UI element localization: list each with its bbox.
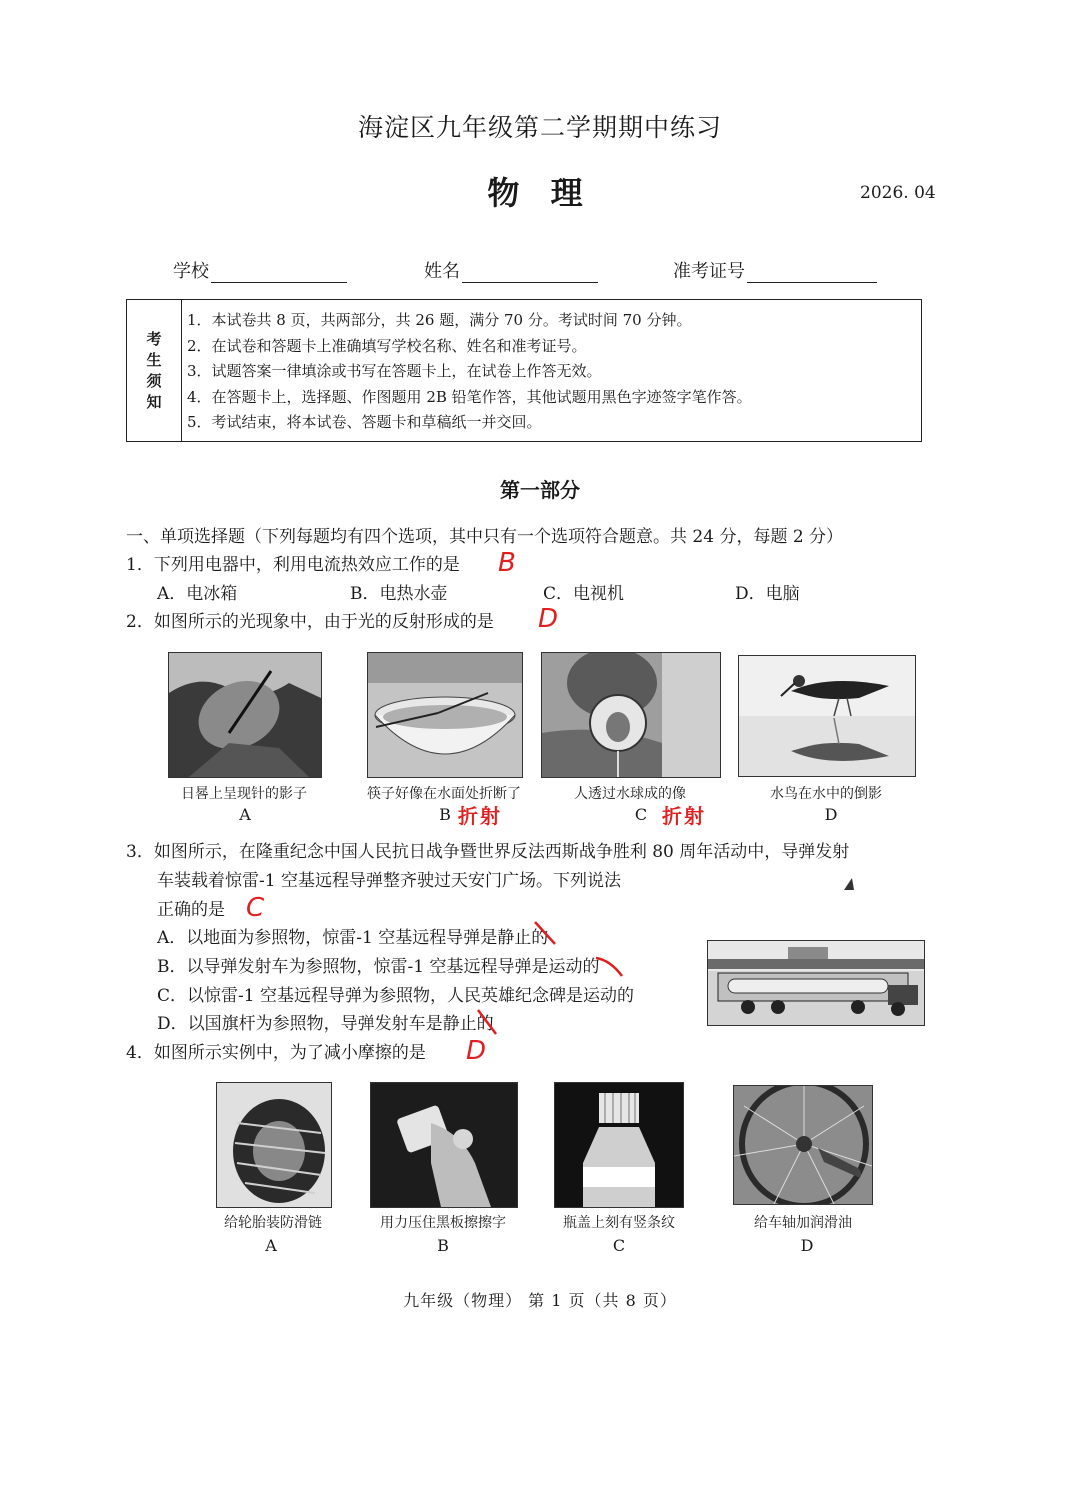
water-ball-photo xyxy=(541,652,721,778)
q3-option-a: A．以地面为参照物，惊雷-1 空基远程导弹是静止的 xyxy=(157,928,549,948)
q3-stem-line3: 正确的是 xyxy=(157,900,225,920)
q2-stem: 2．如图所示的光现象中，由于光的反射形成的是 xyxy=(126,612,494,632)
q3-option-d: D．以国旗杆为参照物，导弹发射车是静止的 xyxy=(157,1014,494,1034)
q3a-correction-mark xyxy=(525,918,565,948)
chopsticks-bowl-photo xyxy=(367,652,523,778)
q4-caption-b: 用力压住黑板擦擦字 xyxy=(380,1215,506,1231)
q2-caption-c: 人透过水球成的像 xyxy=(574,786,686,802)
q4-handwritten-answer: D xyxy=(466,1036,487,1066)
sundial-photo xyxy=(168,652,322,778)
q3-option-c: C．以惊雷-1 空基远程导弹为参照物，人民英雄纪念碑是运动的 xyxy=(157,986,634,1006)
q1-handwritten-answer: B xyxy=(498,548,516,578)
q2-note-b: 折射 xyxy=(458,804,502,828)
q2-label-c: C xyxy=(634,805,648,824)
notice-heading-char: 知 xyxy=(146,392,162,411)
notice-heading-char: 考 xyxy=(146,329,162,348)
q1-option-c: C．电视机 xyxy=(543,584,625,604)
exam-date: 2026. 04 xyxy=(860,183,936,203)
exam-id-label: 准考证号 xyxy=(673,261,745,282)
q2-label-a: A xyxy=(239,805,251,824)
school-label: 学校 xyxy=(173,261,209,282)
q2-label-d: D xyxy=(824,805,838,824)
school-field xyxy=(173,257,347,283)
section-title: 第一部分 xyxy=(500,478,580,502)
name-label: 姓名 xyxy=(424,261,460,282)
notice-item: 1．本试卷共 8 页，共两部分，共 26 题，满分 70 分。考试时间 70 分钟。 xyxy=(187,311,692,329)
tire-chain-photo xyxy=(216,1082,332,1208)
q4-label-a: A xyxy=(265,1236,277,1255)
scan-mark-icon xyxy=(842,876,856,892)
q2-caption-a: 日晷上呈现针的影子 xyxy=(181,786,307,802)
notice-heading xyxy=(127,300,182,441)
missile-vehicle-photo xyxy=(707,940,925,1026)
notice-item: 5．考试结束，将本试卷、答题卡和草稿纸一并交回。 xyxy=(187,413,542,431)
q3d-correction-mark xyxy=(470,1006,510,1036)
notice-item: 3．试题答案一律填涂或书写在答题卡上，在试卷上作答无效。 xyxy=(187,362,602,380)
q3b-correction-mark xyxy=(590,950,630,980)
q3-stem-line1: 3．如图所示，在隆重纪念中国人民抗日战争暨世界反法西斯战争胜利 80 周年活动中，导弹发射 xyxy=(126,842,850,862)
waterbird-reflection-photo xyxy=(738,655,916,777)
exam-id-field xyxy=(673,257,877,283)
name-blank[interactable] xyxy=(462,262,598,283)
q3-stem-line2: 车装载着惊雷-1 空基远程导弹整齐驶过天安门广场。下列说法 xyxy=(157,871,621,891)
q1-option-a: A．电冰箱 xyxy=(157,584,238,604)
notice-heading-char: 生 xyxy=(146,350,162,369)
part-heading: 一、单项选择题（下列每题均有四个选项，其中只有一个选项符合题意。共 24 分，每题 2 分） xyxy=(126,527,844,547)
bicycle-axle-oil-photo xyxy=(733,1085,873,1205)
bottle-cap-photo xyxy=(554,1082,684,1208)
q2-caption-d: 水鸟在水中的倒影 xyxy=(770,786,882,802)
q3-option-b: B．以导弹发射车为参照物，惊雷-1 空基远程导弹是运动的 xyxy=(157,957,600,977)
name-field xyxy=(424,257,598,283)
q2-label-b: B xyxy=(439,805,451,824)
q2-note-c: 折射 xyxy=(662,804,706,828)
notice-item: 4．在答题卡上，选择题、作图题用 2B 铅笔作答，其他试题用黑色字迹签字笔作答。 xyxy=(187,387,752,406)
subject-title: 物 理 xyxy=(487,174,593,212)
q4-label-d: D xyxy=(800,1236,814,1255)
q1-stem: 1．下列用电器中，利用电流热效应工作的是 xyxy=(126,555,460,575)
exam-title: 海淀区九年级第二学期期中练习 xyxy=(357,113,722,142)
q1-option-d: D．电脑 xyxy=(735,584,800,604)
notice-list xyxy=(187,308,752,436)
q4-caption-a: 给轮胎装防滑链 xyxy=(224,1215,322,1231)
q4-caption-d: 给车轴加润滑油 xyxy=(754,1215,852,1231)
exam-notice-box xyxy=(126,299,922,442)
q3-handwritten-answer: C xyxy=(246,893,265,923)
q4-stem: 4．如图所示实例中，为了减小摩擦的是 xyxy=(126,1043,426,1063)
exam-id-blank[interactable] xyxy=(747,262,877,283)
school-blank[interactable] xyxy=(211,262,347,283)
q1-option-b: B．电热水壶 xyxy=(350,584,448,604)
q2-handwritten-answer: D xyxy=(538,604,559,634)
q2-caption-b: 筷子好像在水面处折断了 xyxy=(367,786,521,802)
q4-caption-c: 瓶盖上刻有竖条纹 xyxy=(563,1215,675,1231)
notice-heading-char: 须 xyxy=(146,371,162,390)
page-footer: 九年级（物理） 第 1 页（共 8 页） xyxy=(403,1291,677,1310)
blackboard-eraser-photo xyxy=(370,1082,518,1208)
q4-label-b: B xyxy=(437,1236,449,1255)
notice-item: 2．在试卷和答题卡上准确填写学校名称、姓名和准考证号。 xyxy=(187,336,587,355)
q4-label-c: C xyxy=(612,1236,626,1255)
